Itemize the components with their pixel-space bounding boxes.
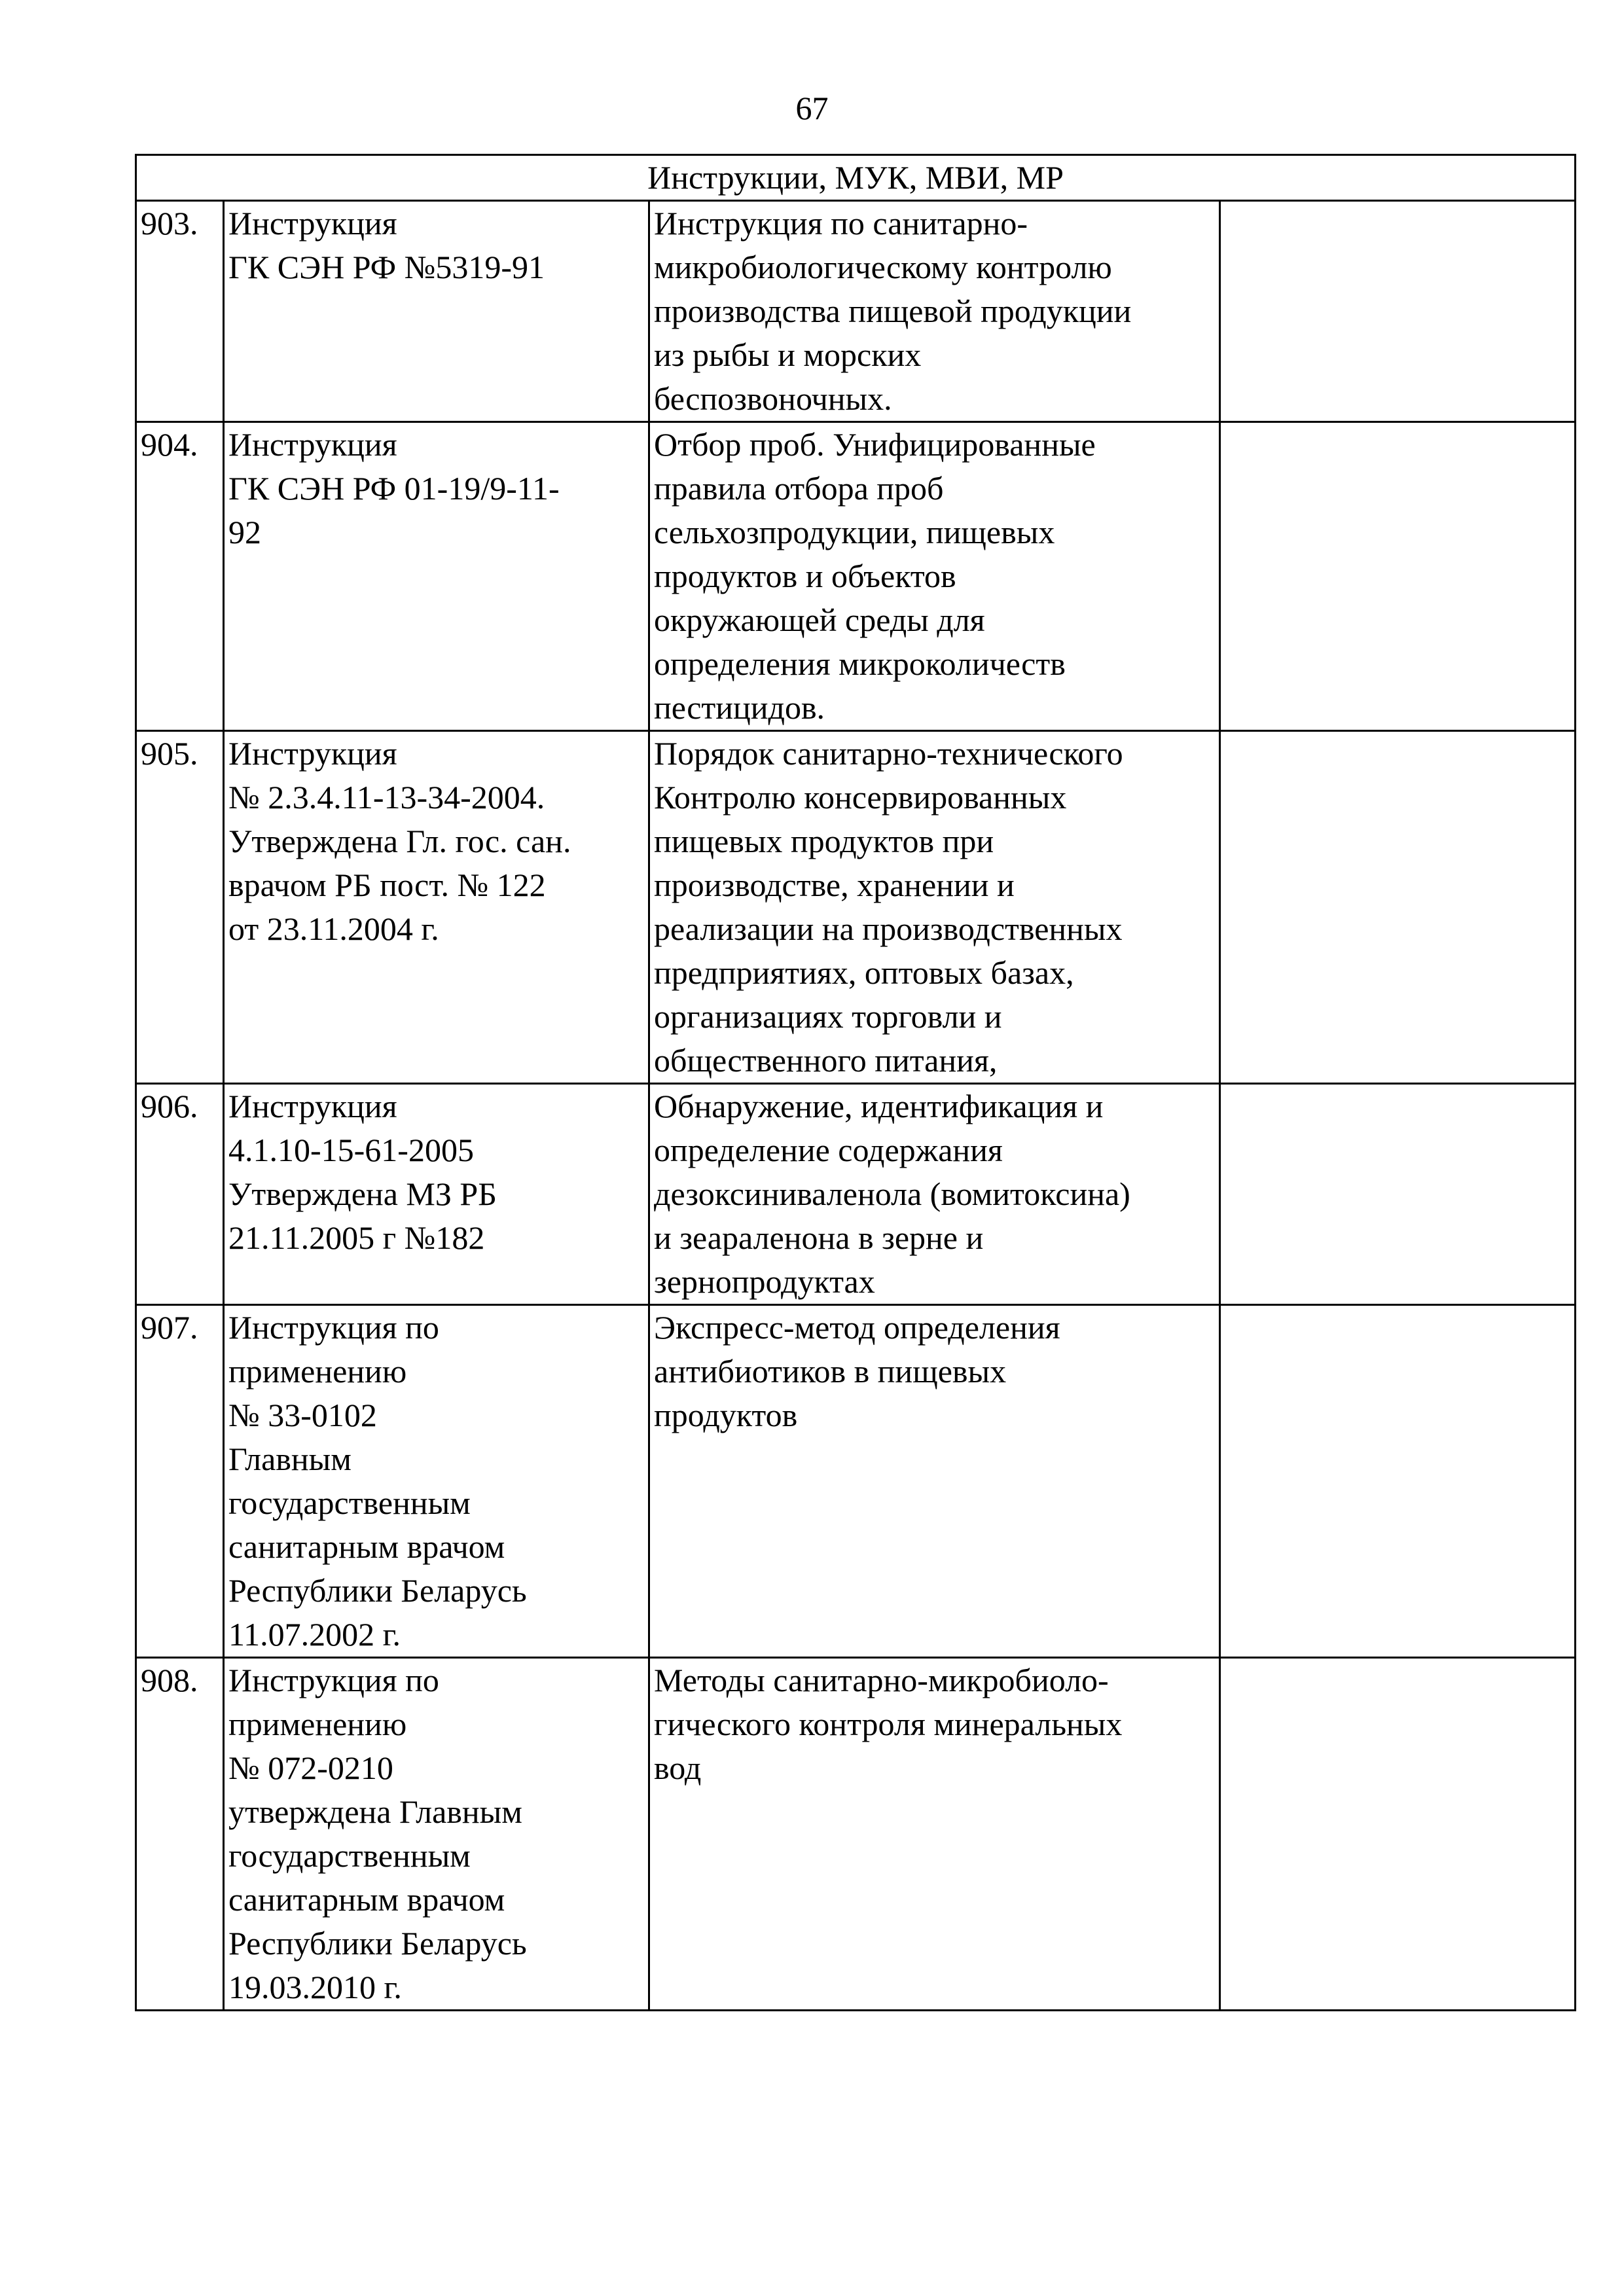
note-cell bbox=[1220, 731, 1576, 1084]
page-number: 67 bbox=[795, 90, 829, 126]
row-number-cell: 905. bbox=[136, 731, 224, 1084]
note-cell bbox=[1220, 201, 1576, 422]
row-number-cell: 903. bbox=[136, 201, 224, 422]
table-row bbox=[136, 1305, 1576, 1658]
section-title: Инструкции, МУК, МВИ, МР bbox=[136, 155, 1576, 201]
document-cell: Инструкция ГК СЭН РФ №5319-91 bbox=[224, 201, 649, 422]
table-row bbox=[136, 1658, 1576, 2011]
table-section-header-row bbox=[136, 155, 1576, 201]
table-row bbox=[136, 1084, 1576, 1305]
table-row bbox=[136, 731, 1576, 1084]
table-row bbox=[136, 201, 1576, 422]
row-number-cell: 907. bbox=[136, 1305, 224, 1658]
title-cell: Отбор проб. Унифицированные правила отбора проб сельхозпродукции, пищевых продуктов и объектов окружающей среды для определения микроколичеств пестицидов. bbox=[649, 422, 1220, 731]
table-row bbox=[136, 422, 1576, 731]
document-cell: Инструкция по применению № 072-0210 утверждена Главным государственным санитарным врачом Республики Беларусь 19.03.2010 г. bbox=[224, 1658, 649, 2011]
document-cell: Инструкция № 2.3.4.11-13-34-2004. Утверждена Гл. гос. сан. врачом РБ пост. № 122 от 23.11.2004 г. bbox=[224, 731, 649, 1084]
note-cell bbox=[1220, 1658, 1576, 2011]
row-number-cell: 908. bbox=[136, 1658, 224, 2011]
document-cell: Инструкция по применению № 33-0102 Главным государственным санитарным врачом Республики Беларусь 11.07.2002 г. bbox=[224, 1305, 649, 1658]
title-cell: Экспресс-метод определения антибиотиков в пищевых продуктов bbox=[649, 1305, 1220, 1658]
title-cell: Инструкция по санитарно- микробиологическому контролю производства пищевой продукции из рыбы и морских беспозвоночных. bbox=[649, 201, 1220, 422]
title-cell: Методы санитарно-микробиоло- гического контроля минеральных вод bbox=[649, 1658, 1220, 2011]
instructions-table bbox=[135, 154, 1576, 2011]
document-cell: Инструкция 4.1.10-15-61-2005 Утверждена МЗ РБ 21.11.2005 г №182 bbox=[224, 1084, 649, 1305]
note-cell bbox=[1220, 1305, 1576, 1658]
row-number-cell: 904. bbox=[136, 422, 224, 731]
title-cell: Обнаружение, идентификация и определение содержания дезоксиниваленола (вомитоксина) и зеараленона в зерне и зернопродуктах bbox=[649, 1084, 1220, 1305]
note-cell bbox=[1220, 422, 1576, 731]
note-cell bbox=[1220, 1084, 1576, 1305]
title-cell: Порядок санитарно-технического Контролю консервированных пищевых продуктов при производстве, хранении и реализации на производственных предприятиях, оптовых базах, организациях торговли и общественного питания, bbox=[649, 731, 1220, 1084]
document-cell: Инструкция ГК СЭН РФ 01-19/9-11- 92 bbox=[224, 422, 649, 731]
row-number-cell: 906. bbox=[136, 1084, 224, 1305]
